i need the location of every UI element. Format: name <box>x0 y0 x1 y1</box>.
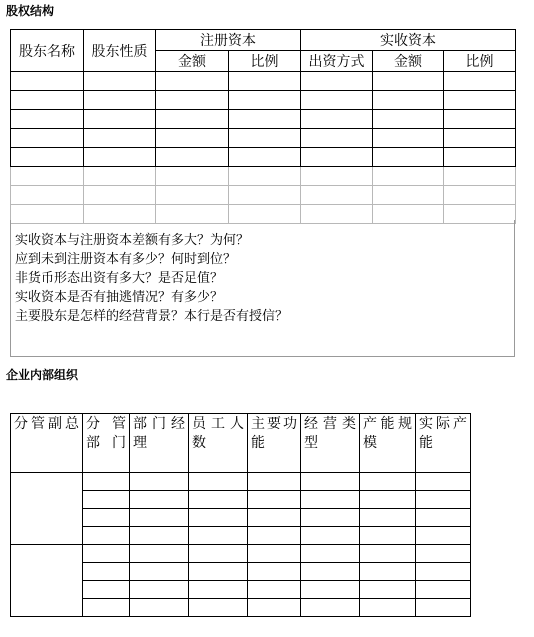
section-title-org: 企业内部组织 <box>6 368 79 382</box>
note-line: 实收资本与注册资本差额有多大？为何？ <box>15 233 250 248</box>
header-capacity-scale: 产能规模 <box>360 414 416 473</box>
header-main-function: 主要功能 <box>248 414 301 473</box>
header-headcount: 员工人数 <box>189 414 248 473</box>
section-title-equity: 股权结构 <box>6 4 55 18</box>
table-row <box>11 473 471 491</box>
header-amount: 金额 <box>156 51 229 72</box>
table-row <box>11 167 516 186</box>
table-row <box>11 186 516 205</box>
header-registered-capital: 注册资本 <box>156 30 301 51</box>
header-amount-paid: 金额 <box>373 51 444 72</box>
note-line: 应到未到注册资本有多少？何时到位？ <box>15 252 237 267</box>
header-actual-capacity: 实际产能 <box>416 414 471 473</box>
equity-structure-table <box>10 29 516 224</box>
equity-review-notes <box>10 220 515 357</box>
table-row <box>11 545 471 563</box>
table-row <box>11 148 516 167</box>
header-dept-manager: 部门经理 <box>130 414 189 473</box>
header-shareholder-name: 股东名称 <box>11 30 84 72</box>
header-contribution-method: 出资方式 <box>301 51 373 72</box>
header-business-type: 经营类型 <box>301 414 360 473</box>
header-ratio: 比例 <box>229 51 301 72</box>
header-paid-capital: 实收资本 <box>301 30 516 51</box>
note-line: 实收资本是否有抽逃情况？有多少？ <box>15 290 224 305</box>
note-line: 非货币形态出资有多大？是否足值？ <box>15 271 224 286</box>
note-line: 主要股东是怎样的经营背景？本行是否有授信？ <box>15 309 289 324</box>
internal-organization-table <box>10 413 471 617</box>
table-row <box>11 72 516 91</box>
header-department: 分管部门 <box>83 414 130 473</box>
table-row <box>11 91 516 110</box>
header-deputy-gm: 分管副总 <box>11 414 83 473</box>
table-row <box>11 129 516 148</box>
header-ratio-paid: 比例 <box>444 51 516 72</box>
table-row <box>11 110 516 129</box>
header-shareholder-type: 股东性质 <box>84 30 156 72</box>
